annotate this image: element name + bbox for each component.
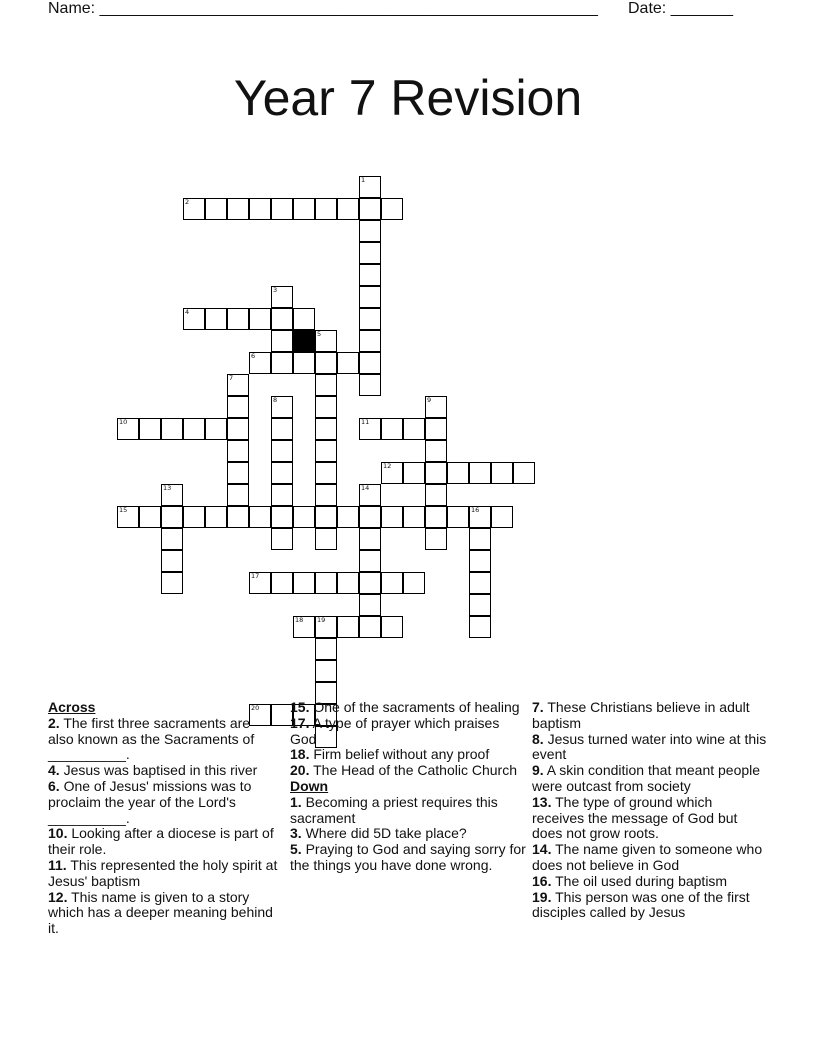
clue-text: This person was one of the first disciples called by Jesus bbox=[532, 888, 750, 921]
clue-number: 15. bbox=[290, 699, 310, 715]
grid-cell[interactable] bbox=[359, 242, 381, 264]
grid-cell[interactable] bbox=[359, 594, 381, 616]
grid-cell[interactable] bbox=[227, 198, 249, 220]
grid-cell[interactable] bbox=[403, 572, 425, 594]
grid-cell[interactable] bbox=[359, 550, 381, 572]
grid-cell[interactable] bbox=[315, 572, 337, 594]
clue-text: A skin condition that meant people were outcast from society bbox=[532, 762, 761, 794]
grid-cell[interactable] bbox=[205, 418, 227, 440]
grid-cell[interactable] bbox=[271, 462, 293, 484]
cell-number: 12 bbox=[383, 462, 392, 470]
clue-item bbox=[290, 700, 526, 716]
clue-number: 7. bbox=[532, 699, 544, 715]
page-title: Year 7 Revision bbox=[233, 69, 583, 126]
grid-cell[interactable] bbox=[293, 198, 315, 220]
grid-cell[interactable] bbox=[425, 462, 447, 484]
cell-number: 18 bbox=[295, 616, 304, 624]
clue-text: Becoming a priest requires this sacrament bbox=[290, 793, 498, 826]
grid-cell[interactable] bbox=[315, 374, 337, 396]
grid-cell[interactable] bbox=[293, 352, 315, 374]
grid-cell[interactable] bbox=[271, 506, 293, 528]
clue-number: 2. bbox=[48, 714, 60, 731]
grid-cell[interactable] bbox=[359, 418, 381, 440]
clue-number: 18. bbox=[290, 746, 310, 763]
grid-cell[interactable] bbox=[227, 396, 249, 418]
cell-number: 17 bbox=[251, 572, 260, 580]
grid-cell[interactable] bbox=[425, 506, 447, 528]
clue-number: 12. bbox=[48, 888, 68, 905]
grid-cell[interactable] bbox=[447, 506, 469, 528]
cell-number: 8 bbox=[273, 396, 278, 404]
grid-cell[interactable] bbox=[469, 594, 491, 616]
clue-item bbox=[48, 716, 278, 763]
cell-number: 7 bbox=[229, 374, 234, 382]
clue-text: The name given to someone who does not believe in God bbox=[532, 841, 763, 873]
grid-cell[interactable] bbox=[161, 506, 183, 528]
grid-cell[interactable] bbox=[359, 528, 381, 550]
grid-cell[interactable] bbox=[469, 462, 491, 484]
clue-number: 9. bbox=[532, 762, 544, 779]
clue-number: 17. bbox=[290, 714, 310, 731]
grid-cell[interactable] bbox=[315, 418, 337, 440]
grid-cell[interactable] bbox=[271, 484, 293, 506]
clue-text: Jesus turned water into wine at this event bbox=[532, 730, 767, 763]
grid-cell[interactable] bbox=[315, 462, 337, 484]
grid-cell[interactable] bbox=[227, 418, 249, 440]
grid-cell[interactable] bbox=[227, 374, 249, 396]
clue-text: The type of ground which receives the message of God but does not grow roots. bbox=[532, 793, 738, 842]
grid-cell[interactable] bbox=[183, 418, 205, 440]
clue-text: Praying to God and saying sorry for the things you have done wrong. bbox=[290, 841, 526, 873]
grid-cell[interactable] bbox=[381, 616, 403, 638]
clue-number: 13. bbox=[532, 793, 552, 810]
clue-number: 20. bbox=[290, 762, 310, 779]
grid-cell[interactable] bbox=[359, 220, 381, 242]
clue-item bbox=[532, 874, 768, 890]
cell-number: 3 bbox=[273, 286, 278, 294]
cell-number: 4 bbox=[185, 308, 190, 316]
grid-cell[interactable] bbox=[337, 616, 359, 638]
grid-cell[interactable] bbox=[337, 352, 359, 374]
clue-item bbox=[532, 890, 768, 922]
grid-cell[interactable] bbox=[359, 484, 381, 506]
clue-number: 5. bbox=[290, 841, 302, 858]
grid-cell[interactable] bbox=[315, 660, 337, 682]
down-heading: Down bbox=[290, 777, 329, 794]
grid-cell[interactable] bbox=[425, 418, 447, 440]
grid-cell[interactable] bbox=[359, 330, 381, 352]
grid-cell[interactable] bbox=[469, 572, 491, 594]
grid-cell[interactable] bbox=[139, 506, 161, 528]
date-field-label[interactable]: Date: _______ bbox=[628, 0, 733, 17]
clues-column-3 bbox=[532, 700, 768, 921]
grid-cell[interactable] bbox=[271, 440, 293, 462]
grid-cell[interactable] bbox=[447, 462, 469, 484]
grid-cell[interactable] bbox=[425, 396, 447, 418]
grid-cell[interactable] bbox=[161, 572, 183, 594]
grid-cell[interactable] bbox=[315, 396, 337, 418]
clue-item bbox=[532, 700, 768, 732]
clue-number: 14. bbox=[532, 841, 552, 858]
cell-number: 11 bbox=[361, 418, 370, 426]
grid-cell[interactable] bbox=[315, 506, 337, 528]
grid-cell[interactable] bbox=[359, 176, 381, 198]
cell-number: 6 bbox=[251, 352, 256, 360]
clue-item bbox=[48, 779, 278, 826]
clue-text: Jesus was baptised in this river bbox=[59, 762, 258, 779]
clue-item bbox=[48, 826, 278, 858]
grid-cell[interactable] bbox=[359, 352, 381, 374]
clue-number: 11. bbox=[48, 856, 67, 873]
grid-cell[interactable] bbox=[249, 198, 271, 220]
grid-cell[interactable] bbox=[359, 374, 381, 396]
grid-cell[interactable] bbox=[381, 462, 403, 484]
grid-cell[interactable] bbox=[403, 418, 425, 440]
grid-cell[interactable] bbox=[227, 484, 249, 506]
grid-cell[interactable] bbox=[139, 418, 161, 440]
grid-cell[interactable] bbox=[271, 572, 293, 594]
clue-text: This represented the holy spirit at Jesus' baptism bbox=[48, 856, 278, 889]
clues-column-1 bbox=[48, 700, 278, 937]
grid-cell[interactable] bbox=[469, 550, 491, 572]
clue-text: One of the sacraments of healing bbox=[309, 699, 520, 715]
clue-text: A type of prayer which praises God bbox=[290, 714, 500, 747]
grid-cell[interactable] bbox=[205, 198, 227, 220]
grid-cell[interactable] bbox=[293, 572, 315, 594]
grid-cell[interactable] bbox=[315, 484, 337, 506]
clue-item bbox=[290, 795, 526, 827]
clue-text: This name is given to a story which has a deeper meaning behind it. bbox=[48, 888, 273, 937]
grid-cell[interactable] bbox=[293, 616, 315, 638]
clue-number: 16. bbox=[532, 872, 552, 889]
grid-cell[interactable] bbox=[227, 440, 249, 462]
grid-cell[interactable] bbox=[381, 506, 403, 528]
clue-number: 8. bbox=[532, 730, 544, 747]
grid-cell[interactable] bbox=[359, 308, 381, 330]
grid-cell[interactable] bbox=[337, 198, 359, 220]
clue-item bbox=[48, 763, 278, 779]
grid-cell[interactable] bbox=[227, 506, 249, 528]
grid-cell[interactable] bbox=[293, 308, 315, 330]
clue-text: The Head of the Catholic Church bbox=[309, 762, 517, 779]
clue-item bbox=[290, 747, 526, 763]
grid-cell[interactable] bbox=[161, 484, 183, 506]
clue-item bbox=[532, 732, 768, 764]
clue-text: Where did 5D take place? bbox=[301, 825, 467, 842]
clue-text: These Christians believe in adult baptism bbox=[532, 699, 750, 731]
grid-cell[interactable] bbox=[315, 330, 337, 352]
grid-cell[interactable] bbox=[315, 198, 337, 220]
grid-cell[interactable] bbox=[271, 396, 293, 418]
grid-cell[interactable] bbox=[359, 572, 381, 594]
grid-cell[interactable] bbox=[469, 528, 491, 550]
clue-item bbox=[290, 826, 526, 842]
grid-cell[interactable] bbox=[161, 418, 183, 440]
grid-cell[interactable] bbox=[271, 330, 293, 352]
grid-cell[interactable] bbox=[359, 198, 381, 220]
cell-number: 10 bbox=[119, 418, 128, 426]
cell-number: 5 bbox=[317, 330, 322, 338]
grid-cell[interactable] bbox=[293, 506, 315, 528]
grid-cell[interactable] bbox=[271, 528, 293, 550]
grid-cell[interactable] bbox=[117, 418, 139, 440]
clue-number: 6. bbox=[48, 777, 60, 794]
cell-number: 20 bbox=[251, 704, 260, 712]
grid-cell[interactable] bbox=[315, 440, 337, 462]
grid-cell[interactable] bbox=[513, 462, 535, 484]
clue-number: 1. bbox=[290, 793, 302, 810]
cell-number: 13 bbox=[163, 484, 172, 492]
clue-item bbox=[290, 763, 526, 779]
grid-cell[interactable] bbox=[205, 308, 227, 330]
grid-cell[interactable] bbox=[183, 308, 205, 330]
clue-item bbox=[48, 890, 278, 937]
cell-number: 2 bbox=[185, 198, 190, 206]
grid-cell[interactable] bbox=[249, 572, 271, 594]
grid-cell[interactable] bbox=[469, 616, 491, 638]
grid-cell[interactable] bbox=[469, 506, 491, 528]
clue-item bbox=[532, 842, 768, 874]
grid-cell[interactable] bbox=[315, 528, 337, 550]
grid-cell[interactable] bbox=[271, 286, 293, 308]
grid-cell[interactable] bbox=[381, 418, 403, 440]
clue-number: 10. bbox=[48, 825, 68, 842]
grid-cell[interactable] bbox=[425, 484, 447, 506]
grid-cell[interactable] bbox=[359, 286, 381, 308]
clue-number: 4. bbox=[48, 762, 60, 779]
clue-number: 3. bbox=[290, 825, 302, 842]
grid-cell[interactable] bbox=[249, 308, 271, 330]
clue-text: The first three sacraments are also known as the Sacraments of __________. bbox=[48, 714, 255, 763]
grid-cell[interactable] bbox=[249, 352, 271, 374]
grid-cell[interactable] bbox=[227, 308, 249, 330]
cell-number: 19 bbox=[317, 616, 326, 624]
grid-cell[interactable] bbox=[403, 506, 425, 528]
grid-cell[interactable] bbox=[205, 506, 227, 528]
grid-cell[interactable] bbox=[315, 352, 337, 374]
grid-cell[interactable] bbox=[381, 572, 403, 594]
cell-number: 1 bbox=[361, 176, 366, 184]
name-field-label[interactable]: Name: ________________________________________________________ bbox=[48, 0, 598, 17]
grid-cell[interactable] bbox=[315, 638, 337, 660]
cell-number: 14 bbox=[361, 484, 370, 492]
clue-text: Firm belief without any proof bbox=[309, 746, 490, 763]
cell-number: 16 bbox=[471, 506, 480, 514]
grid-cell[interactable] bbox=[337, 572, 359, 594]
grid-cell[interactable] bbox=[425, 440, 447, 462]
grid-cell[interactable] bbox=[381, 198, 403, 220]
grid-cell[interactable] bbox=[425, 528, 447, 550]
grid-cell[interactable] bbox=[359, 616, 381, 638]
grid-cell[interactable] bbox=[359, 264, 381, 286]
grid-cell[interactable] bbox=[491, 462, 513, 484]
grid-cell[interactable] bbox=[271, 308, 293, 330]
across-heading: Across bbox=[48, 699, 96, 715]
clue-number: 19. bbox=[532, 888, 552, 905]
grid-cell[interactable] bbox=[227, 462, 249, 484]
clue-text: Looking after a diocese is part of their role. bbox=[48, 825, 274, 858]
clue-item bbox=[290, 716, 526, 748]
grid-cell[interactable] bbox=[337, 506, 359, 528]
clue-item bbox=[532, 763, 768, 795]
clue-item bbox=[48, 858, 278, 890]
clues-column-2 bbox=[290, 700, 526, 874]
grid-cell[interactable] bbox=[161, 528, 183, 550]
clue-item bbox=[532, 795, 768, 842]
grid-cell[interactable] bbox=[271, 352, 293, 374]
grid-cell[interactable] bbox=[271, 418, 293, 440]
grid-cell[interactable] bbox=[491, 506, 513, 528]
cell-number: 9 bbox=[427, 396, 432, 404]
clue-item bbox=[290, 842, 526, 874]
clue-text: The oil used during baptism bbox=[551, 872, 728, 889]
cell-number: 15 bbox=[119, 506, 128, 514]
grid-cell[interactable] bbox=[271, 198, 293, 220]
grid-cell-black bbox=[293, 330, 315, 352]
grid-cell[interactable] bbox=[403, 462, 425, 484]
grid-cell[interactable] bbox=[315, 616, 337, 638]
clue-text: One of Jesus' missions was to proclaim the year of the Lord's __________. bbox=[48, 777, 252, 826]
grid-cell[interactable] bbox=[117, 506, 139, 528]
grid-cell[interactable] bbox=[183, 198, 205, 220]
grid-cell[interactable] bbox=[161, 550, 183, 572]
grid-cell[interactable] bbox=[359, 506, 381, 528]
grid-cell[interactable] bbox=[183, 506, 205, 528]
grid-cell[interactable] bbox=[249, 506, 271, 528]
